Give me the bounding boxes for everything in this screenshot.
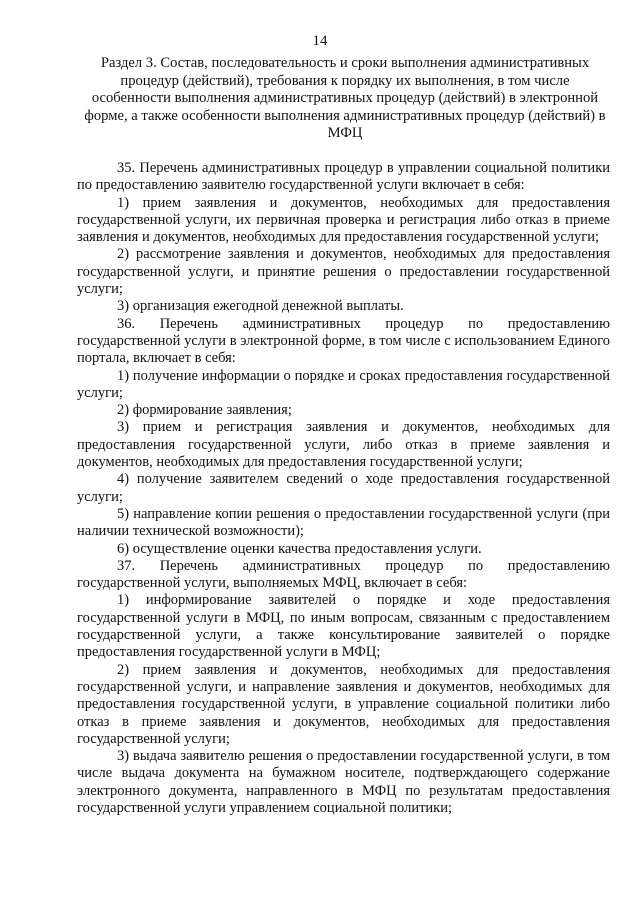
paragraph-37-item-3: 3) выдача заявителю решения о предоставлении государственной услуги, в том числе выдача документа на бумажном носителе, подтверждающего содержание электронного документа, направленного в МФЦ по результатам предоставления государственной услуги управлением социальной политики; (77, 748, 610, 816)
paragraph-36-item-3: 3) прием и регистрация заявления и документов, необходимых для предоставления государственной услуги, либо отказ в приеме заявления и документов, необходимых для предоставления государственной услуги; (77, 419, 610, 471)
paragraph-35-intro: 35. Перечень административных процедур в управлении социальной политики по предоставлению заявителю государственной услуги включает в себя: (77, 160, 610, 194)
paragraph-36-item-2: 2) формирование заявления; (117, 402, 292, 419)
paragraph-35-item-1: 1) прием заявления и документов, необходимых для предоставления государственной услуги, их первичная проверка и регистрация либо отказ в приеме заявления и документов, необходимых для предоставления государственной услуги; (77, 194, 610, 246)
document-body (77, 160, 610, 817)
paragraph-35-item-2: 2) рассмотрение заявления и документов, необходимых для предоставления государственной услуги, и принятие решения о предоставлении государственной услуги; (77, 246, 610, 298)
paragraph-36-intro: 36. Перечень административных процедур по предоставлению государственной услуги в электронной форме, в том числе с использованием Единого портала, включает в себя: (77, 315, 610, 367)
paragraph-37-item-2: 2) прием заявления и документов, необходимых для предоставления государственной услуги, и направление заявления и документов, необходимых для предоставления государственной услуги, в управление социальной политики либо отказ в приеме заявления и документов, необходимых для предоставления государственной услуги; (77, 661, 610, 747)
paragraph-35-item-3: 3) организация ежегодной денежной выплаты. (117, 298, 404, 315)
paragraph-36-item-4: 4) получение заявителем сведений о ходе предоставления государственной услуги; (77, 471, 610, 505)
paragraph-36-item-6: 6) осуществление оценки качества предоставления услуги. (117, 540, 482, 557)
paragraph-36-item-5: 5) направление копии решения о предоставлении государственной услуги (при наличии технической возможности); (77, 505, 610, 540)
page-number: 14 (312, 33, 328, 49)
paragraph-36-item-1: 1) получение информации о порядке и сроках предоставления государственной услуги; (77, 367, 610, 401)
section-heading: Раздел 3. Состав, последовательность и сроки выполнения административных процедур (действий), требования к порядку их выполнения, в том числе особенности выполнения административных процедур (действий) в электронной форме, а также особенности выполнения административных процедур (действий) в МФЦ (84, 55, 606, 142)
paragraph-37-item-1: 1) информирование заявителей о порядке и ходе предоставления государственной услуги в МФЦ, по иным вопросам, связанным с предоставлением государственной услуги, а также консультирование заявителей о порядке предоставления государственной услуги в МФЦ; (77, 592, 610, 661)
paragraph-37-intro: 37. Перечень административных процедур по предоставлению государственной услуги, выполняемых МФЦ, включает в себя: (77, 557, 610, 592)
